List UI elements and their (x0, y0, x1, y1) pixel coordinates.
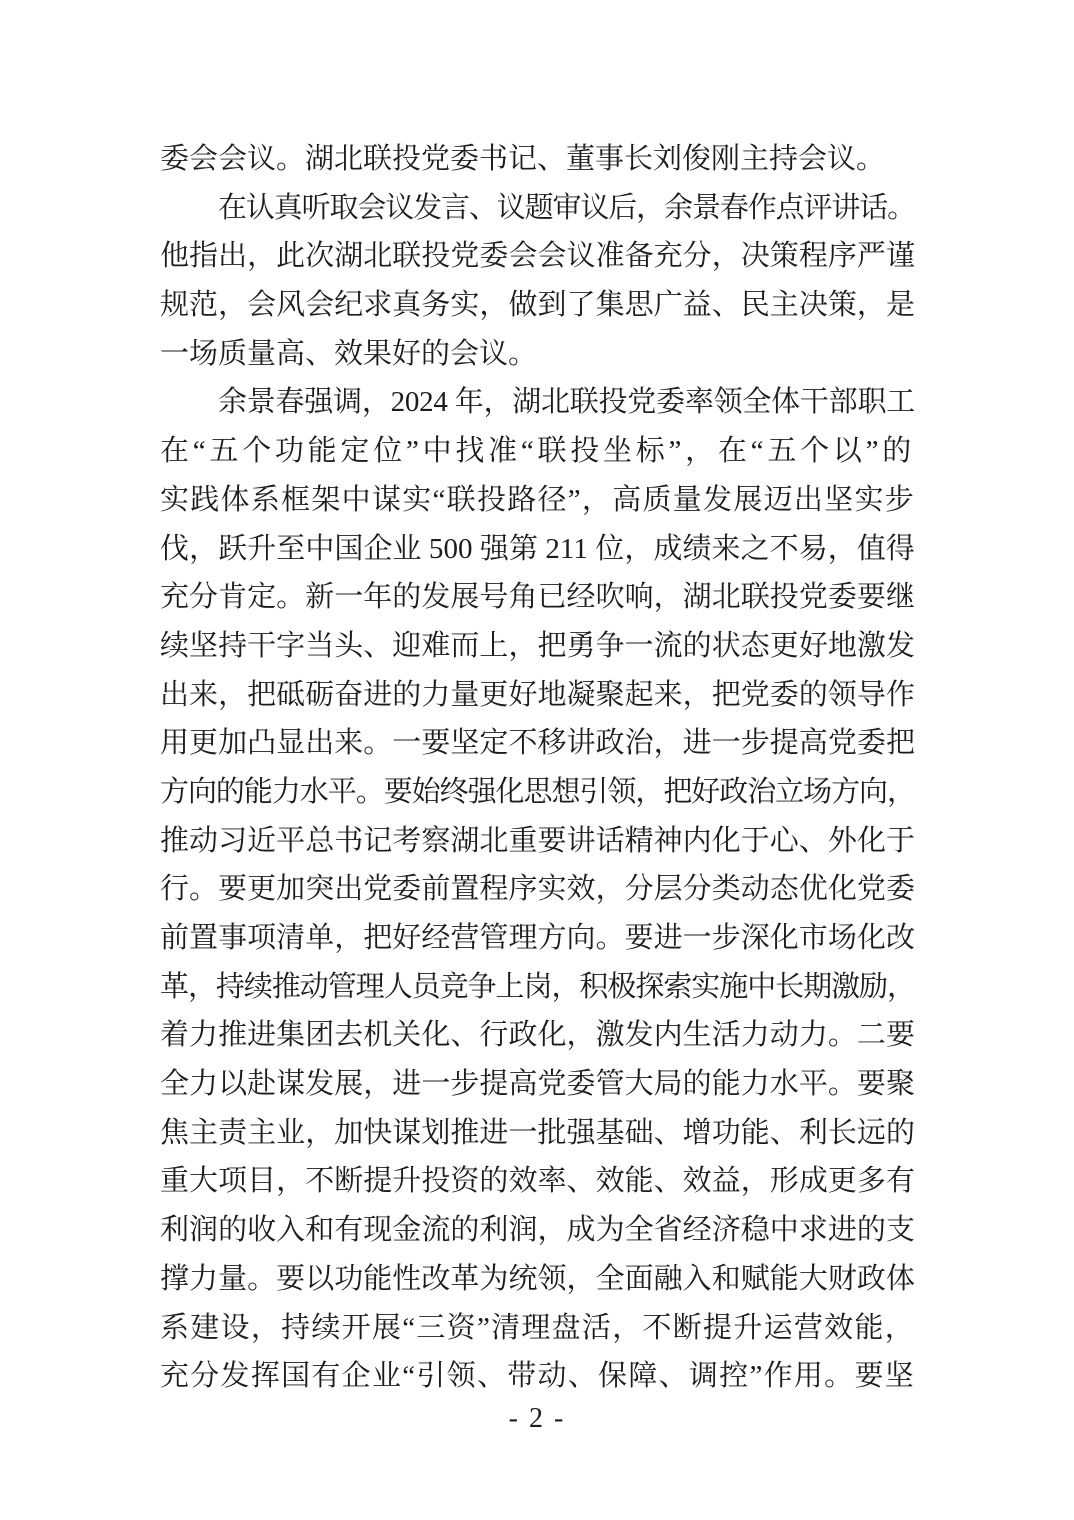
text-line (160, 427, 915, 476)
text-line (160, 573, 915, 622)
text-line-content: 革，持续推动管理人员竞争上岗，积极探索实施中长期激励， (160, 970, 915, 1003)
text-line-content: 系建设，持续开展“三资”清理盘活，不断提升运营效能， (160, 1311, 915, 1344)
text-line-content: 委会会议。湖北联投党委书记、董事长刘俊刚主持会议。 (160, 143, 886, 175)
text-line-content: 撑力量。要以功能性改革为统领，全面融入和赋能大财政体 (160, 1262, 915, 1295)
text-line-content: 利润的收入和有现金流的利润，成为全省经济稳中求进的支 (160, 1214, 915, 1247)
text-line-content: 实践体系框架中谋实“联投路径”，高质量发展迈出坚实步 (160, 483, 915, 516)
text-line (160, 135, 915, 184)
text-line-content: 一场质量高、效果好的会议。 (160, 337, 538, 370)
text-line-content: 焦主责主业，加快谋划推进一批强基础、增功能、利长远的 (160, 1116, 915, 1149)
text-line (160, 330, 915, 379)
text-line (160, 378, 915, 427)
text-line (160, 817, 915, 866)
text-line (160, 719, 915, 768)
text-line (160, 232, 915, 281)
text-line-content: 着力推进集团去机关化、行政化，激发内生活力动力。二要 (160, 1019, 915, 1052)
page-number: - 2 - (508, 1403, 566, 1434)
text-line-content: 充分肯定。新一年的发展号角已经吹响，湖北联投党委要继 (160, 581, 915, 614)
text-line (160, 963, 915, 1012)
text-line-content: 行。要更加突出党委前置程序实效，分层分类动态优化党委 (160, 873, 915, 906)
text-line (160, 622, 915, 671)
text-line-content: 在认真听取会议发言、议题审议后，余景春作点评讲话。 (218, 191, 915, 224)
text-line (160, 476, 915, 525)
text-line (160, 1157, 915, 1206)
text-line (160, 184, 915, 233)
text-line (160, 914, 915, 963)
text-line (160, 1060, 915, 1109)
text-line (160, 1109, 915, 1158)
text-line (160, 768, 915, 817)
text-line-content: 方向的能力水平。要始终强化思想引领，把好政治立场方向， (160, 775, 915, 808)
text-line (160, 1255, 915, 1304)
text-line-content: 推动习近平总书记考察湖北重要讲话精神内化于心、外化于 (160, 824, 915, 857)
text-line-content: 出来，把砥砺奋进的力量更好地凝聚起来，把党委的领导作 (160, 678, 915, 711)
text-line-content: 全力以赴谋发展，进一步提高党委管大局的能力水平。要聚 (160, 1068, 915, 1101)
text-line-content: 伐，跃升至中国企业 500 强第 211 位，成绩来之不易，值得 (160, 532, 915, 565)
text-line (160, 1352, 915, 1401)
text-line (160, 671, 915, 720)
document-body (160, 135, 915, 1401)
text-line (160, 525, 915, 574)
text-line-content: 用更加凸显出来。一要坚定不移讲政治，进一步提高党委把 (160, 727, 915, 760)
text-line (160, 865, 915, 914)
text-line (160, 281, 915, 330)
text-line-content: 在“五个功能定位”中找准“联投坐标”，在“五个以”的 (160, 435, 915, 468)
text-line (160, 1304, 915, 1353)
text-line (160, 1011, 915, 1060)
text-line-content: 重大项目，不断提升投资的效率、效能、效益，形成更多有 (160, 1165, 915, 1198)
text-line-content: 续坚持干字当头、迎难而上，把勇争一流的状态更好地激发 (160, 629, 915, 662)
text-line-content: 前置事项清单，把好经营管理方向。要进一步深化市场化改 (160, 922, 915, 954)
text-line-content: 他指出，此次湖北联投党委会会议准备充分，决策程序严谨 (160, 240, 915, 273)
text-line-content: 充分发挥国有企业“引领、带动、保障、调控”作用。要坚 (160, 1360, 915, 1393)
text-line-content: 余景春强调，2024 年，湖北联投党委率领全体干部职工 (218, 386, 915, 419)
text-line-content: 规范，会风会纪求真务实，做到了集思广益、民主决策，是 (160, 289, 915, 322)
text-line (160, 1206, 915, 1255)
